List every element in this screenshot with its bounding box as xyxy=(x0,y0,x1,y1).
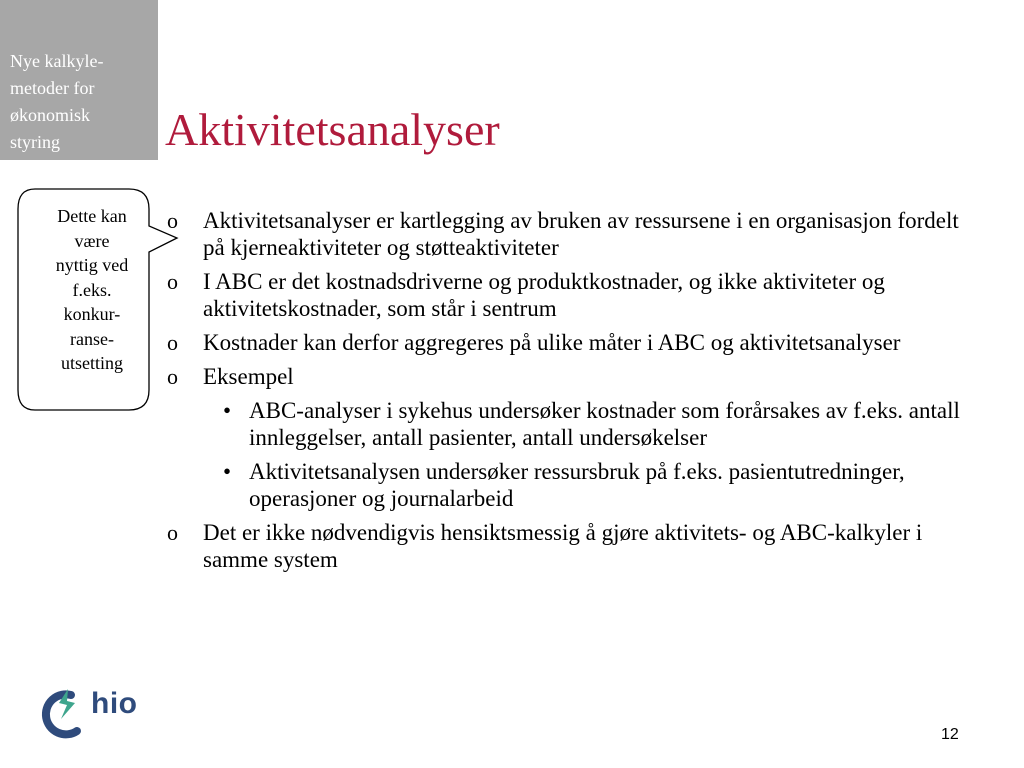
sub-bullet-item xyxy=(165,397,985,451)
bullet-item xyxy=(165,268,985,322)
callout-text: Dette kan være nyttig ved f.eks. konkur- ranse- utsetting xyxy=(55,206,129,373)
bullet-item xyxy=(165,363,985,390)
bullet-text: Kostnader kan derfor aggregeres på ulike måter i ABC og aktivitetsanalyser xyxy=(203,330,901,355)
bullet-text: ABC-analyser i sykehus undersøker kostnader som forårsakes av f.eks. antall innleggelser, antall pasienter, antall undersøkelser xyxy=(249,398,960,450)
bullet-text: Eksempel xyxy=(203,364,294,389)
bullet-item xyxy=(165,519,985,573)
bullet-marker: o xyxy=(167,208,178,233)
bullet-marker: • xyxy=(223,459,232,484)
logo-text: hio xyxy=(91,687,138,720)
logo-icon xyxy=(35,683,95,743)
bullet-text: I ABC er det kostnadsdriverne og produktkostnader, og ikke aktiviteter og aktivitetskostnader, som står i sentrum xyxy=(203,269,885,321)
sidebar-box xyxy=(0,0,158,160)
bullet-item xyxy=(165,207,985,261)
sidebar-text: Nye kalkyle- metoder for økonomisk styring xyxy=(10,51,104,152)
bullet-text: Aktivitetsanalysen undersøker ressursbruk på f.eks. pasientutredninger, operasjoner og journalarbeid xyxy=(249,459,905,511)
slide-title: Aktivitetsanalyser xyxy=(165,104,500,155)
page-number: 12 xyxy=(941,726,959,743)
hio-logo xyxy=(35,683,145,743)
sub-bullet-item xyxy=(165,458,985,512)
bullet-marker: o xyxy=(167,364,178,389)
bullet-marker: o xyxy=(167,330,178,355)
bullet-marker: o xyxy=(167,269,178,294)
bullet-item xyxy=(165,329,985,356)
bullet-list xyxy=(165,207,985,580)
bullet-marker: • xyxy=(223,398,232,423)
bullet-text: Det er ikke nødvendigvis hensiktsmessig å gjøre aktivitets- og ABC-kalkyler i samme system xyxy=(203,520,923,572)
bullet-marker: o xyxy=(167,520,178,545)
bullet-text: Aktivitetsanalyser er kartlegging av bruken av ressursene i en organisasjon fordelt på kjerneaktiviteter og støtteaktiviteter xyxy=(203,208,959,260)
